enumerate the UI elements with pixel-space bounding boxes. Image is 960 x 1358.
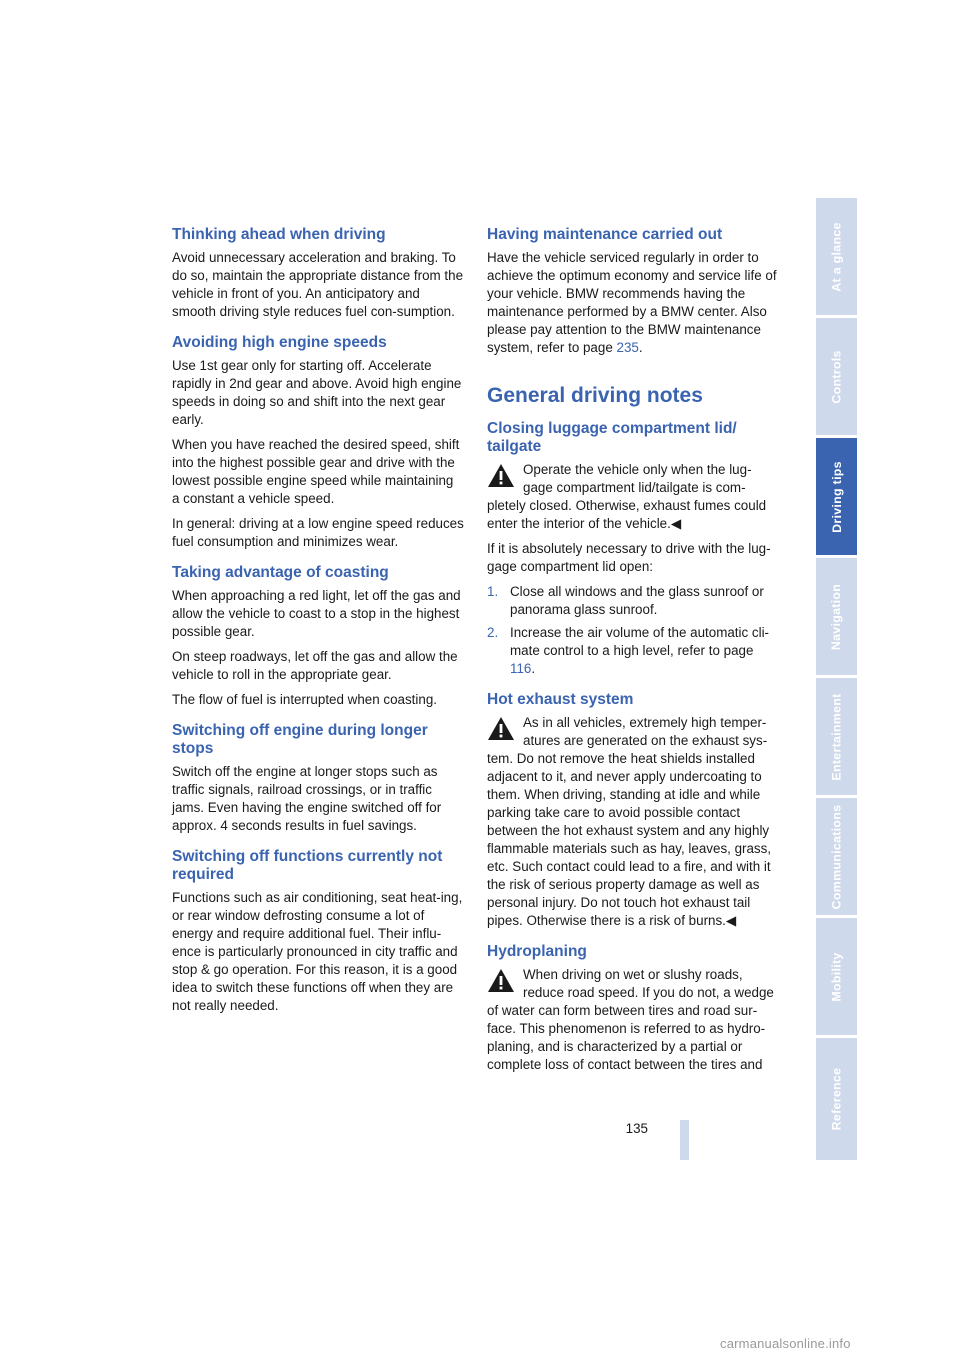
right-column — [487, 226, 779, 1087]
section-luggage — [487, 420, 779, 678]
section-engine-off-stops — [172, 722, 464, 835]
list-item: 1. Close all windows and the glass sunroof or panorama glass sunroof. — [487, 584, 764, 617]
paragraph: When approaching a red light, let off the gas and allow the vehicle to coast to a stop in the highest possible gear. — [172, 588, 461, 639]
section-coasting — [172, 564, 464, 709]
paragraph: Have the vehicle serviced regularly in order to achieve the optimum economy and service life of your vehicle. BMW recommends having the maintenance performed by a BMW center. Also please pay attention to the BMW maintenance system, refer to page 235. — [487, 250, 777, 355]
left-column — [172, 226, 464, 1028]
warning-triangle-icon — [487, 463, 515, 488]
warning-triangle-icon — [487, 716, 515, 741]
page-link-235[interactable]: 235 — [616, 340, 639, 355]
list-item: 2. Increase the air volume of the automatic cli-mate control to a high level, refer to page 116. — [487, 625, 770, 676]
warning-text: As in all vehicles, extremely high temper- atures are generated on the exhaust sys- tem. Do not remove the heat shields installed adjacent to it, and never apply undercoating to them. When driving, standing at idle and while parking take care to avoid possible contact between the hot exhaust system and any highly flammable materials such as hay, leaves, grass, etc. Such contact could lead to a fire, and with it the risk of serious property damage as well as personal injury. Do not touch hot exhaust tail pipes. Otherwise there is a risk of burns.◀ — [487, 715, 772, 928]
paragraph: On steep roadways, let off the gas and allow the vehicle to roll in the appropriate gear. — [172, 649, 458, 682]
paragraph: Avoid unnecessary acceleration and braking. To do so, maintain the appropriate distance from the vehicle in front of you. An anticipatory and smooth driving style reduces fuel con-sumption. — [172, 250, 464, 319]
chapter-sidebar — [816, 198, 857, 1160]
sidebar-tab-mobility[interactable]: Mobility — [829, 951, 844, 1002]
section-title: Having maintenance carried out — [487, 226, 723, 243]
paragraph: If it is absolutely necessary to drive with the lug-gage compartment lid open: — [487, 541, 771, 574]
warning-note — [487, 714, 779, 930]
sidebar-tab-reference[interactable]: Reference — [829, 1067, 844, 1131]
section-functions-off — [172, 848, 464, 1015]
page-link-116[interactable]: 116 — [510, 661, 532, 676]
section-title: Closing luggage compartment lid/ tailgate — [487, 420, 737, 455]
warning-text: When driving on wet or slushy roads, reduce road speed. If you do not, a wedge of water can form between tires and road sur-face. This phenomenon is referred to as hydro-planing, and is characterized by a partial or complete loss of contact between the tires and — [487, 967, 774, 1072]
sidebar-tab-entertainment[interactable]: Entertainment — [829, 692, 844, 781]
section-title: Hot exhaust system — [487, 691, 634, 708]
sidebar-tab-driving-tips[interactable]: Driving tips — [816, 438, 857, 555]
section-maintenance — [487, 226, 779, 357]
paragraph: Functions such as air conditioning, seat heat-ing, or rear window defrosting consume a lot of energy and require additional fuel. Their influ-ence is particularly pronounced in city traffic and stop & go operation. For this reason, it is a good idea to switch these functions off when they are not really needed. — [172, 890, 463, 1013]
section-title: Switching off functions currently not required — [172, 848, 443, 883]
paragraph: In general: driving at a low engine speed reduces fuel consumption and minimizes wear. — [172, 516, 464, 549]
sidebar-tab-at-a-glance[interactable]: At a glance — [829, 221, 844, 292]
watermark: carmanualsonline.info — [720, 1336, 851, 1351]
step-list — [487, 583, 779, 678]
chapter-heading: General driving notes — [487, 384, 703, 407]
section-title: Avoiding high engine speeds — [172, 334, 387, 351]
section-title: Switching off engine during longer stops — [172, 722, 428, 757]
sidebar-tab-controls[interactable]: Controls — [829, 349, 844, 404]
paragraph: The flow of fuel is interrupted when coasting. — [172, 692, 437, 707]
paragraph: When you have reached the desired speed, shift into the highest possible gear and drive with the lowest possible engine speed while maintaining a constant a vehicle speed. — [172, 437, 460, 506]
section-high-engine-speeds — [172, 334, 464, 551]
paragraph: Use 1st gear only for starting off. Accelerate rapidly in 2nd gear and above. Avoid high engine speeds in doing so and shift into the next gear early. — [172, 358, 462, 427]
paragraph: Switch off the engine at longer stops such as traffic signals, railroad crossings, or in traffic jams. Even having the engine switched off for approx. 4 seconds results in fuel savings. — [172, 764, 442, 833]
section-title: Hydroplaning — [487, 943, 587, 960]
sidebar-tab-navigation[interactable]: Navigation — [829, 583, 844, 650]
warning-note — [487, 966, 779, 1074]
warning-triangle-icon — [487, 968, 515, 993]
section-title: Thinking ahead when driving — [172, 226, 386, 243]
section-title: Taking advantage of coasting — [172, 564, 389, 581]
section-hydroplaning — [487, 943, 779, 1074]
section-hot-exhaust — [487, 691, 779, 930]
page-number: 135 — [625, 1121, 648, 1136]
warning-text: Operate the vehicle only when the lug- gage compartment lid/tailgate is com- pletely closed. Otherwise, exhaust fumes could enter the interior of the vehicle.◀ — [487, 462, 767, 531]
sidebar-tab-communications[interactable]: Communications — [829, 804, 844, 909]
page-number-bar — [680, 1120, 689, 1160]
section-thinking-ahead — [172, 226, 464, 321]
warning-note — [487, 461, 779, 533]
